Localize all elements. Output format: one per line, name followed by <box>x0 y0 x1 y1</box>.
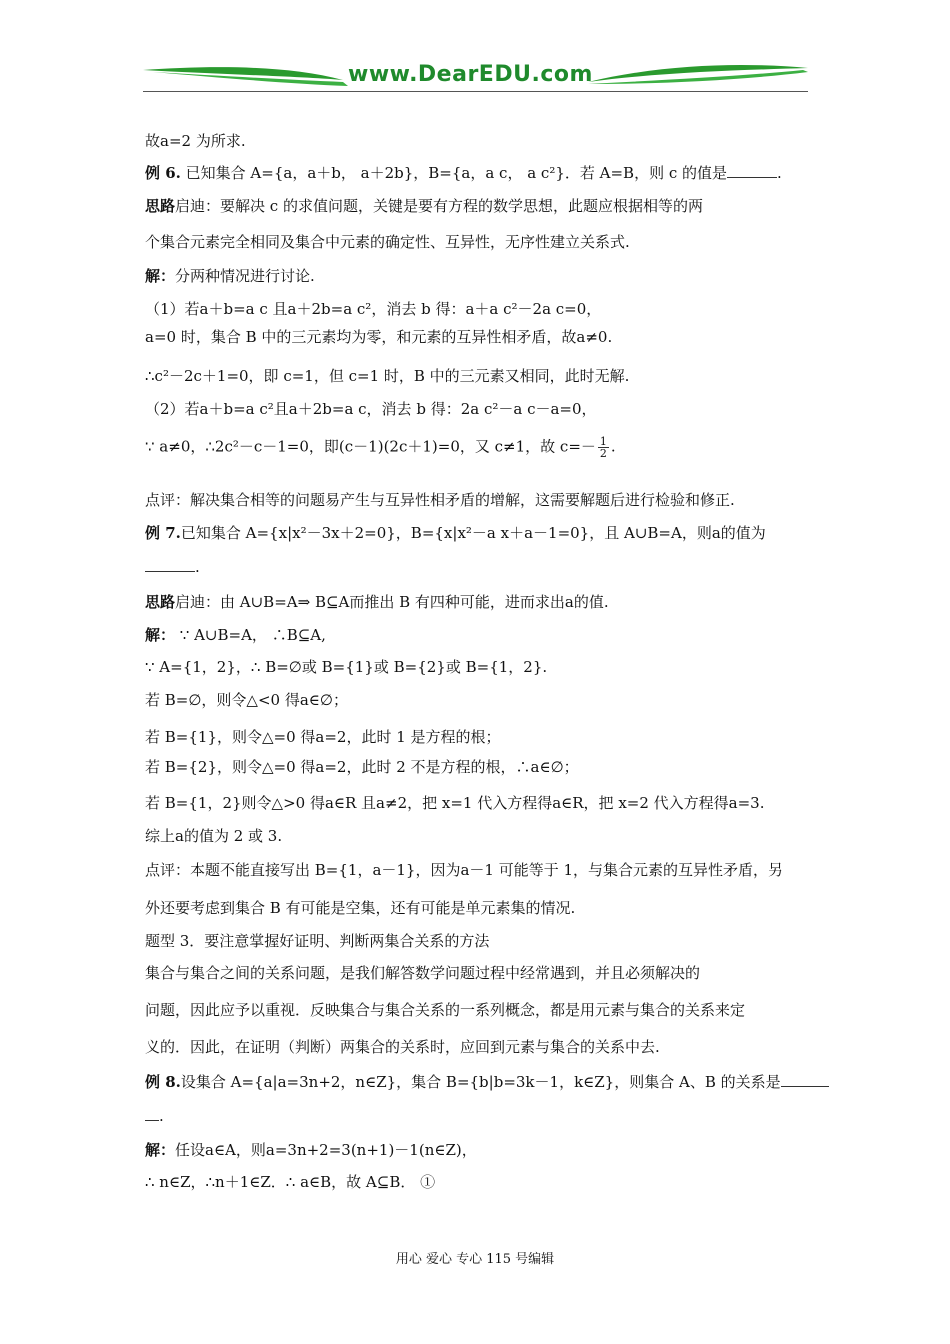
text-line: 若 B=∅，则令△<0 得a∈∅； <box>145 691 348 709</box>
header-divider <box>143 91 808 92</box>
text-line: 外还要考虑到集合 B 有可能是空集，还有可能是单元素集的情况. <box>145 899 576 917</box>
paragraph-line: 义的．因此，在证明（判断）两集合的关系时，应回到元素与集合的关系中去. <box>145 1038 660 1056</box>
text-line: 故a=2 为所求. <box>145 132 246 150</box>
fraction-one-half: $\frac{1}{2}$ <box>599 435 607 460</box>
site-logo[interactable]: www.DearEDU.com <box>348 62 593 87</box>
comment-line: 点评：本题不能直接写出 B={1，a－1}，因为a－1 可能等于 1，与集合元素的互异性矛盾，另 <box>145 861 784 879</box>
text-line: 综上a的值为 2 或 3. <box>145 827 283 845</box>
hint-line: 思路启迪：由 A∪B=A⇒ B⊆A而推出 B 有四种可能，进而求出a的值. <box>145 593 609 611</box>
answer-blank[interactable] <box>727 163 777 178</box>
text-line: ∵ A={1，2}，∴ B=∅或 B={1}或 B={2}或 B={1，2}. <box>145 658 548 676</box>
text-line: （2）若a＋b=a c²且a＋2b=a c，消去 b 得：2a c²－a c－a=0， <box>145 400 597 418</box>
solution-line: 解： ∵ A∪B=A， ∴B⊆A, <box>145 626 326 644</box>
answer-blank-line: . <box>145 1106 164 1126</box>
answer-blank-line: . <box>145 557 200 577</box>
example-8-question: 例 8.设集合 A={a|a=3n+2，n∈Z}，集合 B={b|b=3k－1，k∈Z}，则集合 A、B 的关系是 <box>145 1072 829 1092</box>
example-7-question: 例 7.已知集合 A={x|x²－3x＋2=0}，B={x|x²－a x＋a－1=0}，且 A∪B=A，则a的值为 <box>145 524 766 542</box>
example-6-question: 例 6. 已知集合 A={a，a＋b， a＋2b}，B={a，a c， a c²}．若 A=B，则 c 的值是 . <box>145 164 782 182</box>
page-footer: 用心 爱心 专心 115 号编辑 <box>395 1252 555 1267</box>
section-heading: 题型 3．要注意掌握好证明、判断两集合关系的方法 <box>145 932 490 950</box>
text-line: 若 B={1}，则令△=0 得a=2，此时 1 是方程的根； <box>145 728 501 746</box>
text-line: （1）若a＋b=a c 且a＋2b=a c²，消去 b 得：a＋a c²－2a c=0， <box>145 300 602 318</box>
text-line: 若 B={1，2}则令△>0 得a∈R 且a≠2，把 x=1 代入方程得a∈R，把 x=2 代入方程得a=3. <box>145 794 765 812</box>
text-line: ∴c²－2c＋1=0，即 c=1，但 c=1 时，B 中的三元素又相同，此时无解. <box>145 367 630 385</box>
answer-blank[interactable] <box>781 1072 829 1087</box>
answer-blank-continued[interactable] <box>145 1106 159 1121</box>
text-line: ∴ n∈Z，∴n＋1∈Z．∴ a∈B，故 A⊆B． ① <box>145 1173 436 1191</box>
answer-blank[interactable] <box>145 557 195 572</box>
comment-line: 点评：解决集合相等的问题易产生与互异性相矛盾的增解，这需要解题后进行检验和修正. <box>145 491 735 509</box>
solution-line: 解：分两种情况进行讨论. <box>145 267 315 285</box>
text-line-with-fraction: ∵ a≠0，∴2c²－c－1=0，即(c－1)(2c＋1)=0，又 c≠1，故 c=－ $\frac{1}{2}$ . <box>145 435 616 460</box>
solution-line: 解：任设a∈A，则a=3n+2=3(n+1)－1(n∈Z)， <box>145 1141 477 1159</box>
paragraph-line: 集合与集合之间的关系问题，是我们解答数学问题过程中经常遇到，并且必须解决的 <box>145 964 701 982</box>
paragraph-line: 问题，因此应予以重视．反映集合与集合关系的一系列概念，都是用元素与集合的关系来定 <box>145 1001 746 1019</box>
text-line: 若 B={2}，则令△=0 得a=2，此时 2 不是方程的根，∴a∈∅； <box>145 758 579 776</box>
header-logo-banner <box>143 58 808 94</box>
text-line: a=0 时，集合 B 中的三元素均为零，和元素的互异性相矛盾，故a≠0. <box>145 328 613 346</box>
text-line: 个集合元素完全相同及集合中元素的确定性、互异性，无序性建立关系式. <box>145 233 630 251</box>
hint-line: 思路启迪：要解决 c 的求值问题，关键是要有方程的数学思想，此题应根据相等的两 <box>145 197 703 215</box>
